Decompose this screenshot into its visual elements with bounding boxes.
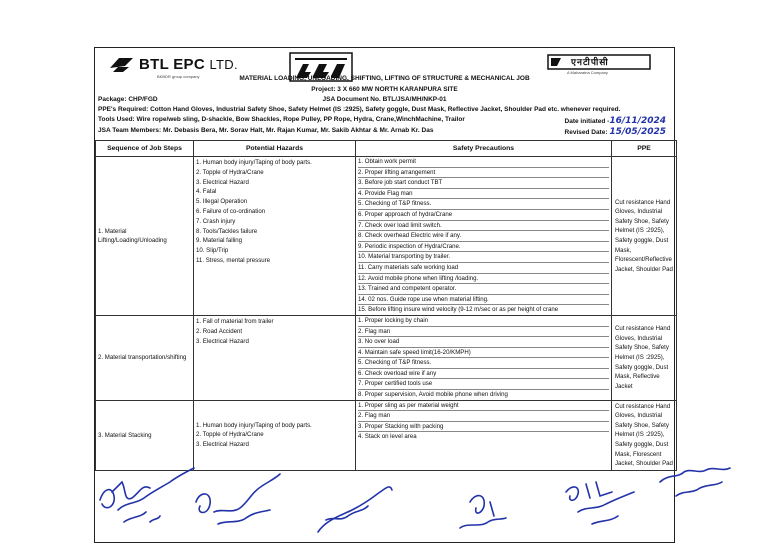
hazard-item: 3. Electrical Hazard xyxy=(196,441,249,449)
revised-date-value: 15/05/2025 xyxy=(609,127,666,137)
table-row xyxy=(96,315,677,400)
tools-used-line: Tools Used: Wire rope/web sling, D-shackle, Bow Shackles, Rope Pulley, PP Rope, Hydra, Crane,WinchMachine, Trailor xyxy=(98,116,465,123)
project-name: Project: 3 X 660 MW NORTH KARANPURA SITE xyxy=(311,86,458,93)
hazard-item: 9. Material falling xyxy=(196,237,243,245)
table-row xyxy=(96,157,677,316)
table-row xyxy=(96,400,677,470)
hazards-cell xyxy=(194,315,356,400)
precaution-item: 2. Flag man xyxy=(358,411,609,422)
precaution-item: 6. Proper approach of hydra/Crane xyxy=(358,210,609,221)
signature-2 xyxy=(196,474,280,524)
precaution-item: 13. Trained and competent operator. xyxy=(358,284,609,295)
btl-logo-text: BTL EPC LTD. xyxy=(139,56,238,73)
date-initiated: Date initiated -16/11/2024 xyxy=(564,116,666,126)
precaution-item: 2. Flag man xyxy=(358,327,609,338)
hazard-item: 1. Human body injury/Taping of body parts. xyxy=(196,159,312,166)
hazards-cell xyxy=(194,157,356,316)
package-line: Package: CHP/FGD xyxy=(98,96,158,103)
ntpc-logo-tagline: A Maharatna Company xyxy=(567,70,608,75)
hazards-cell xyxy=(194,400,356,470)
precaution-item: 8. Proper supervision, Avoid mobile phone when driving xyxy=(358,391,508,399)
precaution-item: 9. Periodic inspection of Hydra/Crane. xyxy=(358,242,609,253)
table-header-row xyxy=(96,141,677,157)
hazard-item: 3. Electrical Hazard xyxy=(196,337,249,345)
precaution-item: 7. Check over load limit switch. xyxy=(358,221,609,232)
precaution-item: 3. No over load xyxy=(358,337,609,348)
precaution-item: 5. Checking of T&P fitness. xyxy=(358,199,609,210)
signature-1 xyxy=(100,468,194,522)
precaution-item: 14. 02 nos. Guide rope use when material lifting. xyxy=(358,295,609,306)
precaution-item: 4. Stack on level area xyxy=(358,433,417,441)
precaution-item: 10. Material transporting by trailer. xyxy=(358,252,609,263)
team-members-line: JSA Team Members: Mr. Debasis Bera, Mr. Sorav Halt, Mr. Rajan Kumar, Mr. Sakib Akhtar & Mr. Arnab Kr. Das xyxy=(98,127,434,134)
document-title: MATERIAL LOADING, UNLOADING, SHIFTING, LIFTING OF STRUCTURE & MECHANICAL JOB xyxy=(239,75,530,82)
precaution-item: 3. Proper Stacking with packing xyxy=(358,422,609,433)
hazard-item: 5. Illegal Operation xyxy=(196,198,248,206)
revised-date: Revised Date: 15/05/2025 xyxy=(564,127,666,137)
signature-6 xyxy=(660,468,730,496)
document-number: JSA Document No. BTL/JSA/MH/NKP-01 xyxy=(322,96,447,103)
column-header-steps: Sequence of Job Steps xyxy=(96,141,194,157)
signature-4 xyxy=(460,496,506,528)
precautions-cell xyxy=(356,400,612,470)
precaution-item: 1. Obtain work permit xyxy=(358,157,609,168)
jsa-table xyxy=(95,140,677,471)
job-step-cell: 1. Material Lifting/Loading/Unloading xyxy=(96,157,194,316)
ppe-cell: Cut resistance Hand Gloves, Industrial Safety Shoe, Safety Helmet (IS :2925), Safety goggle, Dust Mask, Florescent Jacket, Shoulder Pad xyxy=(612,400,677,470)
hazard-item: 8. Tools/Tackles failure xyxy=(196,227,258,235)
ntpc-logo-text: एनटीपीसी xyxy=(571,57,609,67)
precaution-item: 12. Avoid mobile phone when lifting /loading. xyxy=(358,274,609,285)
precaution-item: 8. Check overhead Electric wire if any. xyxy=(358,231,609,242)
signatures-area xyxy=(0,462,768,543)
job-step-cell: 2. Material transportation/shifting xyxy=(96,315,194,400)
btl-logo-subtitle: BKBDR group company xyxy=(157,74,200,79)
hazard-item: 4. Fatal xyxy=(196,188,217,196)
precaution-item: 4. Maintain safe speed limit(16-20/KMPH) xyxy=(358,348,609,359)
ppe-cell: Cut resistance Hand Gloves, Industrial Safety Shoe, Safety Helmet (IS :2925), Safety goggle, Dust Mask, Florescent/Reflective Jacket, Shoulder Pad xyxy=(612,157,677,316)
ppe-required-line: PPE's Required: Cotton Hand Gloves, Industrial Safety Shoe, Safety Helmet (IS :2925), Safety goggle, Dust Mask, Reflective Jacket, Shoulder Pad etc. whenever required. xyxy=(98,106,621,113)
hazard-item: 1. Fall of material from trailer xyxy=(196,317,274,325)
document-header xyxy=(95,48,674,142)
hazard-item: 1. Human body injury/Taping of body parts. xyxy=(196,421,312,429)
hazard-item: 2. Road Accident xyxy=(196,327,243,335)
column-header-hazards: Potential Hazards xyxy=(194,141,356,157)
precaution-item: 2. Proper lifting arrangement xyxy=(358,168,609,179)
signature-5 xyxy=(566,482,634,524)
precaution-item: 3. Before job start conduct TBT xyxy=(358,178,609,189)
hazard-item: 2. Topple of Hydra/Crane xyxy=(196,168,264,176)
job-step-cell: 3. Material Stacking xyxy=(96,400,194,470)
signature-3 xyxy=(318,487,392,532)
precaution-item: 1. Proper locking by chain xyxy=(358,316,609,327)
precautions-cell xyxy=(356,157,612,316)
precaution-item: 7. Proper certified tools use xyxy=(358,379,609,390)
ppe-cell: Cut resistance Hand Gloves, Industrial Safety Shoe, Safety Helmet (IS :2925), Safety goggle, Dust Mask, Reflective Jacket xyxy=(612,315,677,400)
precaution-item: 15. Before lifting insure wind velocity (9-12 m/sec or as per height of crane xyxy=(358,306,559,314)
column-header-precautions: Safety Precautions xyxy=(356,141,612,157)
hazard-item: 11. Stress, mental pressure xyxy=(196,256,271,264)
precaution-item: 11. Carry materials safe working load xyxy=(358,263,609,274)
precautions-cell xyxy=(356,315,612,400)
precaution-item: 4. Provide Flag man xyxy=(358,189,609,200)
column-header-ppe: PPE xyxy=(612,141,677,157)
precaution-item: 6. Check overload wire if any xyxy=(358,369,609,380)
hazard-item: 3. Electrical Hazard xyxy=(196,178,249,186)
btl-logo-icon xyxy=(109,56,135,74)
precaution-item: 5. Checking of T&P fitness. xyxy=(358,358,609,369)
precaution-item: 1. Proper sling as per material weight xyxy=(358,401,609,412)
hazard-item: 7. Crash injury xyxy=(196,217,236,225)
date-initiated-value: 16/11/2024 xyxy=(609,116,666,126)
hazard-item: 10. Slip/Trip xyxy=(196,247,229,255)
hazard-item: 2. Topple of Hydra/Crane xyxy=(196,431,264,439)
hazard-item: 6. Failure of co-ordination xyxy=(196,207,266,215)
